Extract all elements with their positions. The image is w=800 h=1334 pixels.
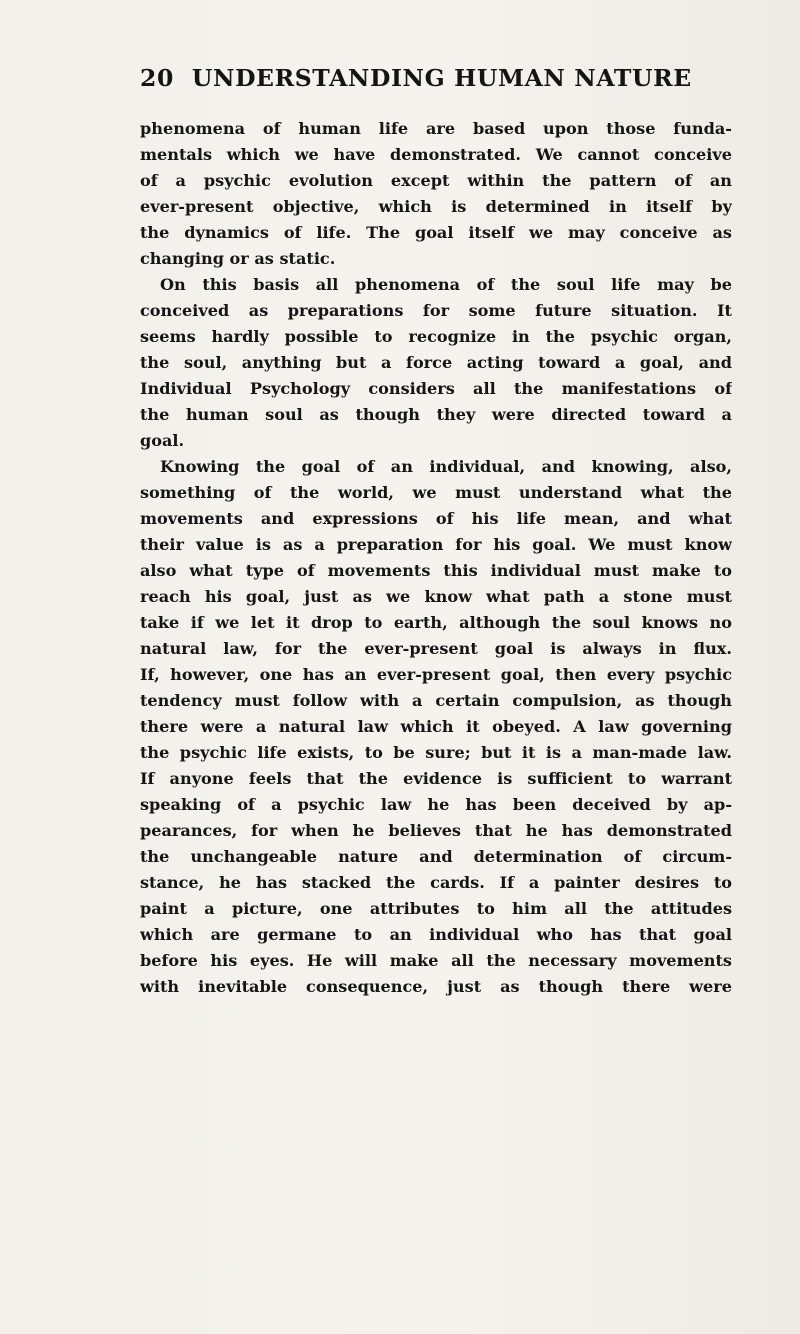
text-line: also what type of movements this individual must make to [140,561,732,580]
running-title: UNDERSTANDING HUMAN NATURE [191,64,692,92]
text-line: there were a natural law which it obeyed. A law governing [140,717,732,736]
body-text [140,116,732,1000]
text-line: reach his goal, just as we know what path a stone must [140,587,732,606]
text-line: which are germane to an individual who has that goal [140,925,732,944]
text-line: conceived as preparations for some future situation. It [140,301,732,320]
text-line: mentals which we have demonstrated. We cannot conceive [140,145,732,164]
text-line: Individual Psychology considers all the manifestations of [140,379,732,398]
text-line: the unchangeable nature and determination of circum- [140,847,732,866]
text-line: the human soul as though they were directed toward a [140,405,732,424]
text-line: the dynamics of life. The goal itself we may conceive as [140,223,732,242]
text-line: phenomena of human life are based upon those funda- [140,119,732,138]
text-line: the psychic life exists, to be sure; but it is a man-made law. [140,743,732,762]
text-line: natural law, for the ever-present goal is always in flux. [140,639,732,658]
text-line: movements and expressions of his life mean, and what [140,509,732,528]
text-line: On this basis all phenomena of the soul life may be [160,275,732,294]
text-line: seems hardly possible to recognize in the psychic organ, [140,327,732,346]
text-line: their value is as a preparation for his goal. We must know [140,535,732,554]
text-line: Knowing the goal of an individual, and knowing, also, [160,457,732,476]
text-line: tendency must follow with a certain compulsion, as though [140,691,732,710]
text-line: paint a picture, one attributes to him all the attitudes [140,899,732,918]
text-line: take if we let it drop to earth, although the soul knows no [140,613,732,632]
running-header [140,64,720,96]
text-line: something of the world, we must understand what the [140,483,732,502]
text-line: speaking of a psychic law he has been deceived by ap- [140,795,732,814]
text-line: changing or as static. [140,249,336,268]
text-line: with inevitable consequence, just as though there were [140,977,732,996]
text-line: If, however, one has an ever-present goal, then every psychic [140,665,732,684]
page-number: 20 [140,64,174,92]
text-line: before his eyes. He will make all the necessary movements [140,951,732,970]
text-line: goal. [140,431,185,450]
text-line: stance, he has stacked the cards. If a painter desires to [140,873,732,892]
text-line: If anyone feels that the evidence is sufficient to warrant [140,769,732,788]
text-line: the soul, anything but a force acting toward a goal, and [140,353,732,372]
text-line: ever-present objective, which is determined in itself by [140,197,732,216]
text-line: of a psychic evolution except within the pattern of an [140,171,732,190]
text-line: pearances, for when he believes that he has demonstrated [140,821,732,840]
